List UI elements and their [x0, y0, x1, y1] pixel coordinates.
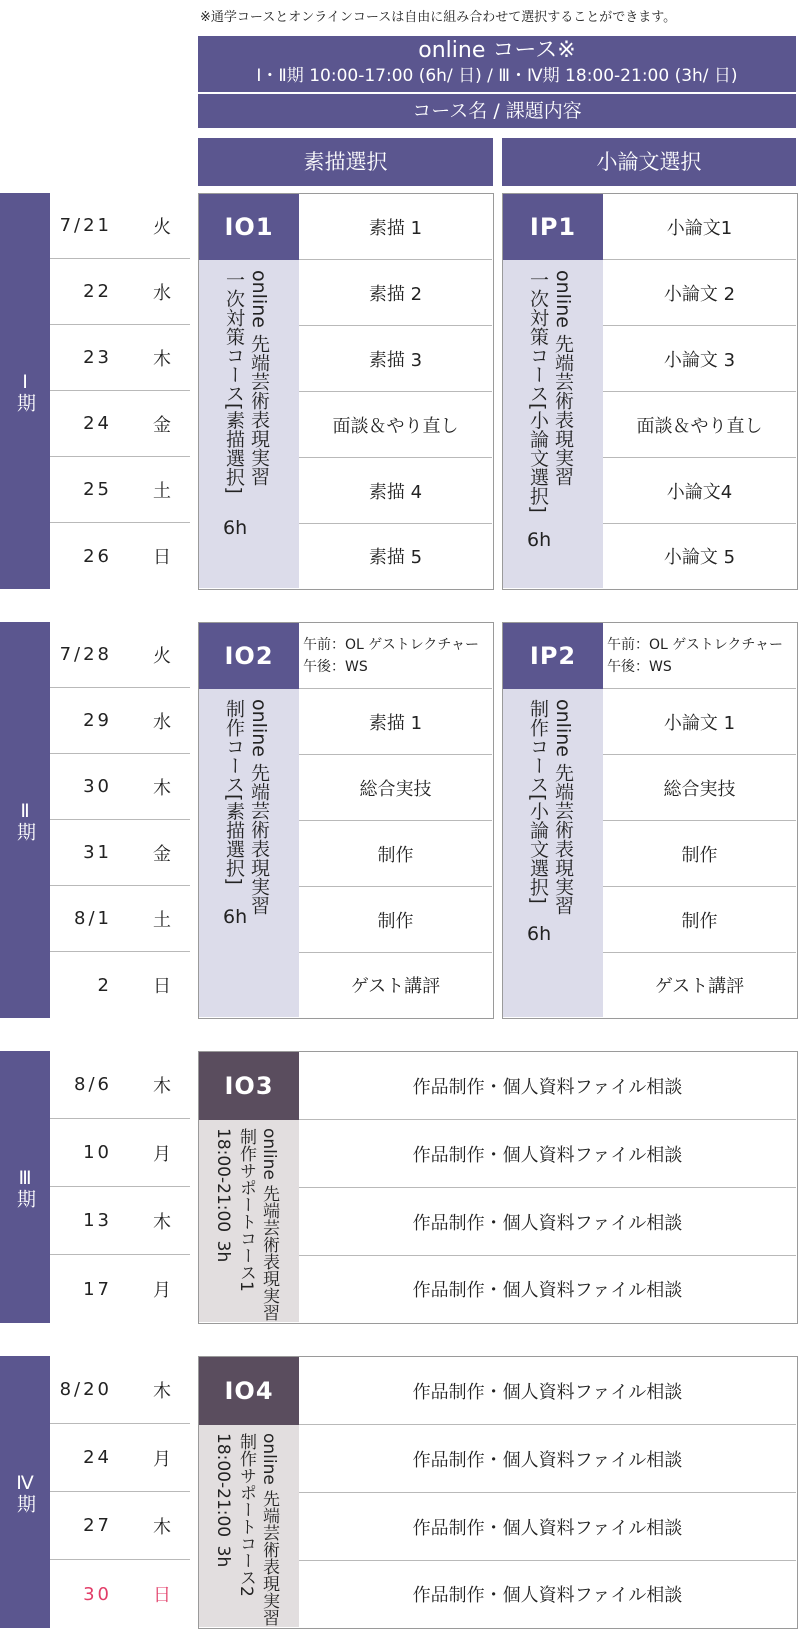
essay-select-header: 小論文選択 [502, 138, 796, 186]
lesson-cell: 作品制作・個人資料ファイル相談 [412, 1280, 683, 1301]
date-row: 27 木 [50, 1492, 190, 1560]
course-hours: 6h [223, 906, 248, 928]
date-row-holiday: 30 日 [83, 1583, 171, 1606]
date-row: 24 月 [50, 1424, 190, 1492]
lesson-cell: 小論文 1 [603, 689, 796, 755]
lesson-cell: 総合実技 [603, 755, 796, 821]
date-row: 29 水 [50, 688, 190, 754]
lesson-cell: 素描 1 [299, 194, 492, 260]
date-row: 31 金 [50, 820, 190, 886]
course-block-io4 [198, 1356, 798, 1629]
lesson-cell: 作品制作・個人資料ファイル相談 [299, 1188, 796, 1256]
lesson-cell: 小論文4 [603, 458, 796, 524]
period-label-1: Ⅰ期 [0, 193, 50, 589]
online-course-title: online コース※ [418, 38, 576, 63]
course-code: IO2 [199, 623, 299, 689]
lesson-cell: ゲスト講評 [350, 976, 441, 997]
date-row: 24 金 [50, 391, 190, 457]
date-row: 17 月 [83, 1278, 171, 1301]
lesson-cell: 作品制作・個人資料ファイル相談 [299, 1425, 796, 1493]
lesson-cell: 小論文 3 [603, 326, 796, 392]
date-row: 10 月 [50, 1119, 190, 1187]
course-name-vertical: online 先端芸術表現実習 制作コース[素描選択] 6h [199, 689, 299, 1017]
lecture-cell: 午前：OL ゲストレクチャー 午後：WS [603, 623, 796, 689]
online-course-header [198, 36, 796, 92]
course-code: IP2 [503, 623, 603, 689]
date-row: 25 土 [50, 457, 190, 523]
selection-note: ※通学コースとオンラインコースは自由に組み合わせて選択することができます。 [200, 10, 677, 25]
date-row: 8/1 土 [50, 886, 190, 952]
course-name-vertical: online 先端芸術表現実習 一次対策コース[小論文選択] 6h [503, 260, 603, 588]
date-row: 8/6 木 [50, 1051, 190, 1119]
date-row: 13 木 [50, 1187, 190, 1255]
lesson-cell: 面談＆やり直し [299, 392, 492, 458]
lesson-cell: 素描 2 [299, 260, 492, 326]
course-code: IO1 [199, 194, 299, 260]
lesson-cell: 面談＆やり直し [603, 392, 796, 458]
date-row: 7/28 火 [50, 622, 190, 688]
course-block-io3 [198, 1051, 798, 1324]
lesson-cell: 制作 [603, 887, 796, 953]
lesson-cell: 素描 5 [368, 547, 423, 568]
course-code: IO4 [199, 1357, 299, 1425]
lesson-cell: 制作 [299, 887, 492, 953]
course-name-vertical: online 先端芸術表現実習 制作サポートコース2 18:00-21:00 3h [199, 1425, 299, 1627]
period-label-3: Ⅲ期 [0, 1051, 50, 1323]
lesson-cell: 作品制作・個人資料ファイル相談 [299, 1052, 796, 1120]
date-row: 7/21 火 [50, 193, 190, 259]
course-block-io1 [198, 193, 494, 590]
lesson-cell: 素描 1 [299, 689, 492, 755]
lesson-cell: 素描 3 [299, 326, 492, 392]
date-row: 2 日 [97, 974, 171, 997]
lesson-cell: 作品制作・個人資料ファイル相談 [299, 1493, 796, 1561]
lesson-cell: 作品制作・個人資料ファイル相談 [412, 1585, 683, 1606]
lesson-cell: 小論文 5 [663, 547, 736, 568]
lesson-cell: 制作 [299, 821, 492, 887]
course-block-io2 [198, 622, 494, 1019]
lesson-cell: 小論文 2 [603, 260, 796, 326]
lesson-cell: ゲスト講評 [654, 976, 745, 997]
lesson-cell: 総合実技 [299, 755, 492, 821]
date-row: 30 木 [50, 754, 190, 820]
lecture-cell: 午前：OL ゲストレクチャー 午後：WS [299, 623, 492, 689]
date-row: 23 木 [50, 325, 190, 391]
period-label-4: Ⅳ期 [0, 1356, 50, 1628]
course-code: IP1 [503, 194, 603, 260]
lesson-cell: 小論文1 [603, 194, 796, 260]
date-row: 26 日 [83, 545, 171, 568]
course-name-header: コース名 / 課題内容 [198, 94, 796, 128]
period-label-2: Ⅱ期 [0, 622, 50, 1018]
course-block-ip2 [502, 622, 798, 1019]
sketch-select-header: 素描選択 [198, 138, 493, 186]
course-hours: 6h [223, 517, 248, 539]
course-block-ip1 [502, 193, 798, 590]
online-course-schedule: Ⅰ・Ⅱ期 10:00-17:00 (6h/ 日) / Ⅲ・Ⅳ期 18:00-21:00 (3h/ 日) [256, 66, 738, 86]
lesson-cell: 作品制作・個人資料ファイル相談 [299, 1357, 796, 1425]
course-name-vertical: online 先端芸術表現実習 一次対策コース[素描選択] 6h [199, 260, 299, 588]
lesson-cell: 素描 4 [299, 458, 492, 524]
course-code: IO3 [199, 1052, 299, 1120]
date-row: 8/20 木 [50, 1356, 190, 1424]
date-row: 22 水 [50, 259, 190, 325]
lesson-cell: 作品制作・個人資料ファイル相談 [299, 1120, 796, 1188]
lesson-cell: 制作 [603, 821, 796, 887]
course-hours: 6h [527, 923, 552, 945]
course-name-vertical: online 先端芸術表現実習 制作コース[小論文選択] 6h [503, 689, 603, 1017]
course-hours: 6h [527, 529, 552, 551]
course-name-vertical: online 先端芸術表現実習 制作サポートコース1 18:00-21:00 3h [199, 1120, 299, 1322]
